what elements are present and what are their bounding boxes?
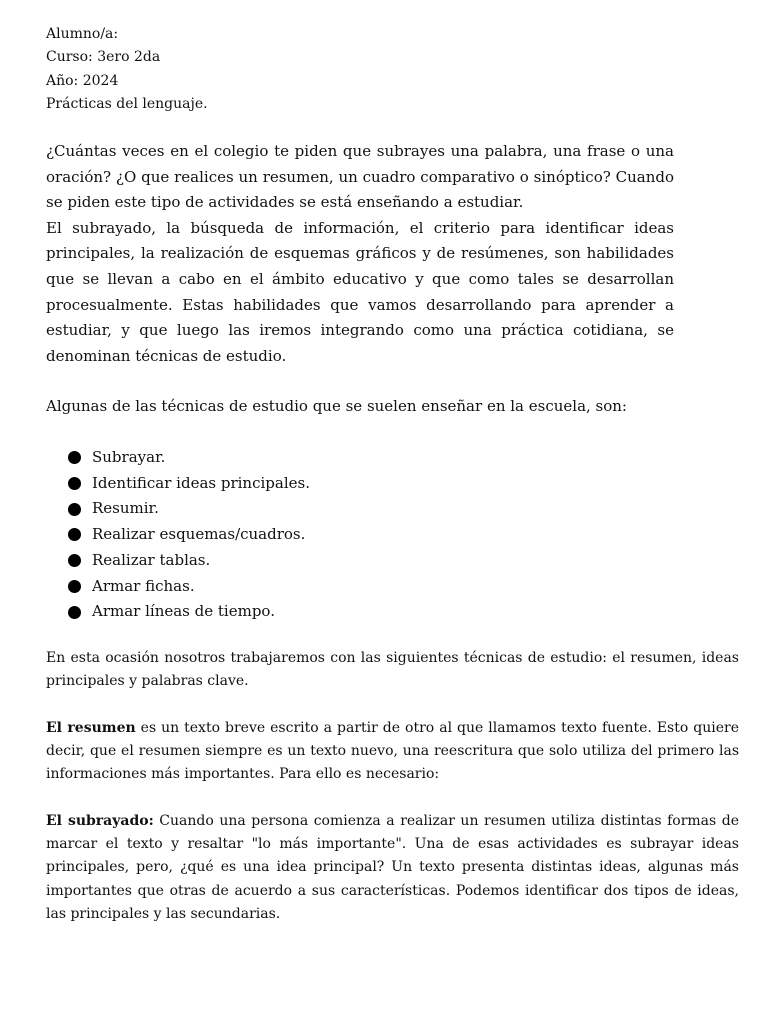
- ocasion-paragraph: En esta ocasión nosotros trabajaremos con las siguientes técnicas de estudio: el resumen, ideas principales y palabras clave.: [46, 650, 739, 690]
- list-item: [68, 471, 310, 497]
- list-item-label: Resumir.: [92, 499, 159, 518]
- resumen-paragraph: [46, 717, 739, 787]
- list-item-label: Armar fichas.: [92, 576, 195, 595]
- list-item: [68, 496, 310, 522]
- ocasion-section: [46, 647, 739, 693]
- list-item: [68, 574, 310, 600]
- materia-label: Prácticas del lenguaje.: [46, 95, 208, 112]
- bullet-icon: [68, 477, 81, 490]
- list-item: [68, 599, 310, 625]
- resumen-section: [46, 717, 739, 787]
- anio-label: Año: 2024: [46, 72, 119, 89]
- resumen-term: El resumen: [46, 720, 136, 736]
- subrayado-paragraph: [46, 810, 739, 926]
- techniques-intro: Algunas de las técnicas de estudio que se suelen enseñar en la escuela, son:: [46, 397, 627, 415]
- intro-section: [46, 139, 674, 369]
- list-item-label: Realizar tablas.: [92, 550, 211, 569]
- list-item-label: Identificar ideas principales.: [92, 473, 310, 492]
- list-item: [68, 548, 310, 574]
- subrayado-term: El subrayado:: [46, 813, 154, 829]
- document-header: [46, 23, 208, 116]
- bullet-icon: [68, 451, 81, 464]
- curso-label: Curso: 3ero 2da: [46, 49, 161, 66]
- list-item-label: Subrayar.: [92, 448, 166, 466]
- bullet-icon: [68, 503, 81, 516]
- alumno-label: Alumno/a:: [46, 26, 119, 42]
- resumen-text: es un texto breve escrito a partir de otro al que llamamos texto fuente. Esto quiere decir, que el resumen siempre es un texto nuevo, una reescritura que solo utiliza del primero las informaciones más importantes. Para ello es necesario:: [46, 720, 739, 783]
- bullet-icon: [68, 580, 81, 593]
- subrayado-section: [46, 810, 739, 926]
- subrayado-text: Cuando una persona comienza a realizar un resumen utiliza distintas formas de marcar el texto y resaltar "lo más importante". Una de esas actividades es subrayar ideas principales, pero, ¿qué es una idea principal? Un texto presenta distintas ideas, algunas más importantes que otras de acuerdo a sus características. Podemos identificar dos tipos de ideas, las principales y las secundarias.: [46, 813, 739, 922]
- intro-paragraph-2: El subrayado, la búsqueda de información, el criterio para identificar ideas principales, la realización de esquemas gráficos y de resúmenes, son habilidades que se llevan a cabo en el ámbito educativo y que como tales se desarrollan procesualmente. Estas habilidades que vamos desarrollando para aprender a estudiar, y que luego las iremos integrando como una práctica cotidiana, se denominan técnicas de estudio.: [46, 218, 674, 365]
- list-item-label: Realizar esquemas/cuadros.: [92, 525, 306, 544]
- intro-paragraph-1: ¿Cuántas veces en el colegio te piden que subrayes una palabra, una frase o una oración? ¿O que realices un resumen, un cuadro comparativo o sinóptico? Cuando se piden este tipo de actividades se está enseñando a estudiar.: [46, 142, 674, 212]
- techniques-list: [68, 445, 310, 625]
- bullet-icon: [68, 554, 81, 567]
- list-item: [68, 522, 310, 548]
- list-item-label: Armar líneas de tiempo.: [92, 602, 275, 621]
- bullet-icon: [68, 528, 81, 541]
- bullet-icon: [68, 606, 81, 619]
- list-item: [68, 445, 310, 471]
